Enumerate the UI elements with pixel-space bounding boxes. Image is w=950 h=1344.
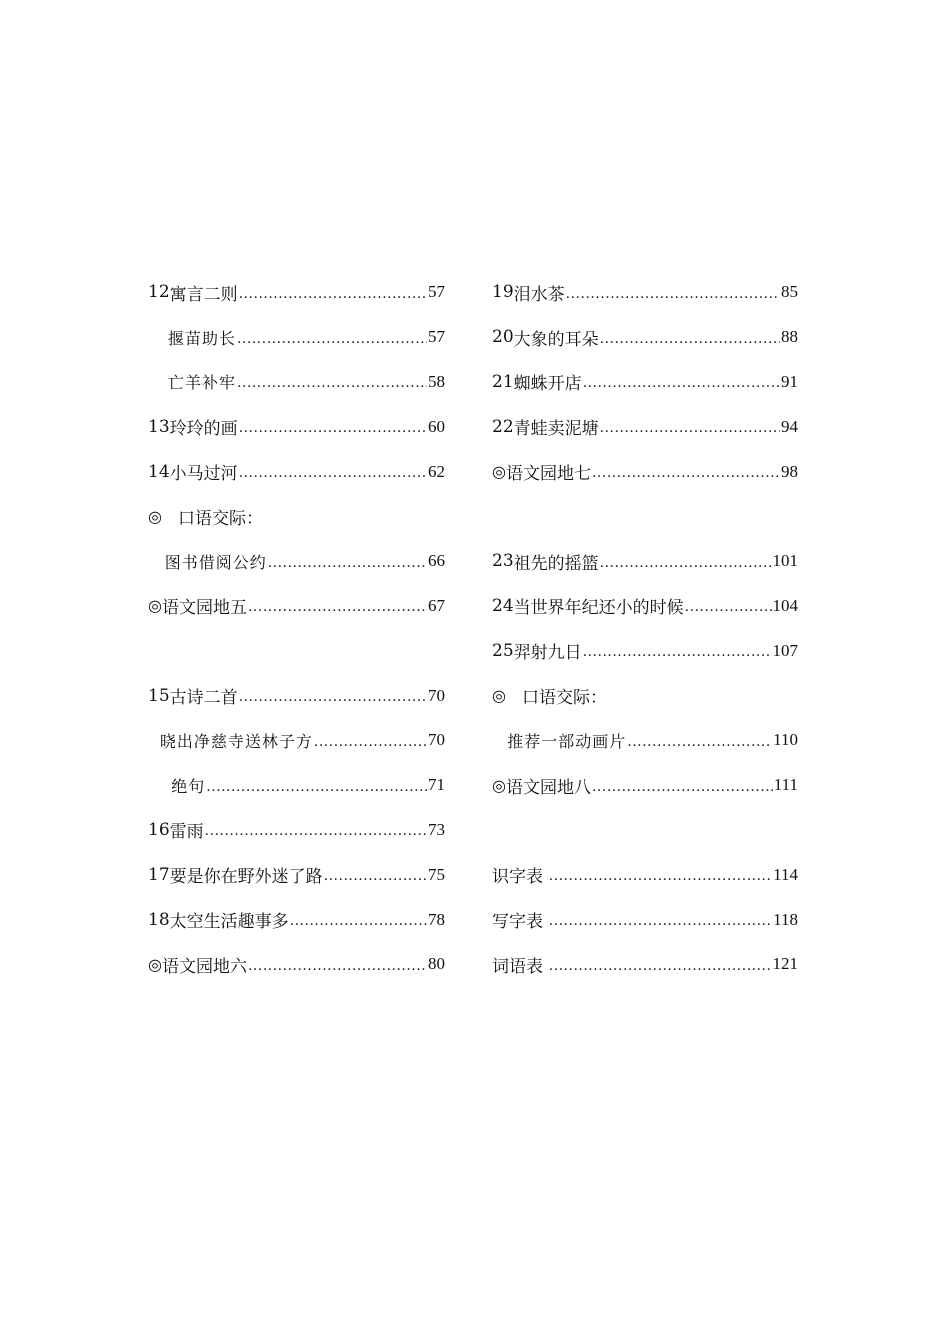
dot-leader (239, 690, 427, 707)
entry-title: 写字表 (492, 912, 543, 933)
dot-leader (239, 466, 427, 483)
page-number: 70 (428, 685, 445, 705)
entry-title: 雷雨 (169, 822, 204, 843)
entry-title: 识字表 (492, 867, 543, 888)
dot-leader (237, 376, 427, 393)
dot-leader (324, 869, 427, 886)
dot-leader (205, 824, 427, 841)
toc-entry (492, 539, 798, 584)
toc-entry (148, 584, 445, 629)
toc-entry (148, 315, 445, 360)
dot-leader (206, 780, 427, 797)
page-number: 104 (772, 595, 798, 615)
toc-entry (492, 897, 798, 942)
entry-title: 要是你在野外迷了路 (169, 867, 323, 888)
entry-title: 语文园地七 (505, 464, 591, 485)
dot-leader (237, 332, 427, 349)
dot-leader (268, 556, 427, 573)
toc-spacer (492, 808, 798, 853)
lesson-number: 17 (148, 864, 170, 885)
dot-leader (549, 959, 772, 976)
lesson-number: 15 (148, 685, 170, 706)
page-number: 60 (428, 416, 445, 436)
sub-entry-title: 图书借阅公约 (164, 552, 267, 572)
page-number: 98 (781, 461, 798, 481)
sub-entry-title: 揠苗助长 (167, 328, 236, 348)
entry-title: 口语交际： (178, 508, 263, 529)
lesson-number: 22 (492, 416, 514, 437)
page-number: 66 (428, 551, 445, 571)
toc-spacer (492, 494, 798, 539)
toc-entry (148, 673, 445, 718)
entry-title: 口语交际： (522, 688, 607, 709)
page-number: 110 (773, 730, 798, 750)
entry-title: 小马过河 (169, 464, 238, 485)
toc-entry (148, 270, 445, 315)
sub-entry-title: 绝句 (171, 776, 206, 796)
page-number: 94 (781, 416, 798, 436)
toc-entry (148, 539, 445, 584)
entry-title: 当世界年纪还小的时候 (513, 598, 684, 619)
dot-leader (600, 332, 780, 349)
section-marker-icon: ◎ (148, 954, 162, 974)
toc-entry (492, 404, 798, 449)
lesson-number: 18 (148, 909, 170, 930)
toc-right-column (492, 270, 798, 987)
dot-leader (583, 645, 772, 662)
lesson-number: 14 (148, 461, 170, 482)
page-number: 71 (428, 775, 445, 795)
toc-entry (148, 852, 445, 897)
entry-title: 语文园地六 (161, 956, 247, 977)
toc-entry (148, 494, 445, 539)
lesson-number: 16 (148, 819, 170, 840)
page-number: 85 (781, 282, 798, 302)
page-number: 57 (428, 282, 445, 302)
page-number: 88 (781, 327, 798, 347)
entry-title: 太空生活趣事多 (169, 912, 289, 933)
section-marker-icon: ◎ (492, 686, 506, 706)
toc-entry (148, 942, 445, 987)
dot-leader (592, 466, 780, 483)
section-marker-icon: ◎ (148, 506, 162, 526)
entry-title: 大象的耳朵 (513, 329, 599, 350)
entry-title: 青蛙卖泥塘 (513, 419, 599, 440)
entry-title: 语文园地五 (161, 598, 247, 619)
entry-title: 泪水茶 (513, 284, 565, 305)
toc-entry (492, 449, 798, 494)
lesson-number: 25 (492, 640, 514, 661)
entry-title: 词语表 (492, 956, 543, 977)
lesson-number: 12 (148, 282, 170, 303)
lesson-number: 21 (492, 371, 514, 392)
entry-title: 羿射九日 (513, 643, 582, 664)
page-number: 67 (428, 595, 445, 615)
toc-entry (492, 763, 798, 808)
dot-leader (583, 376, 780, 393)
dot-leader (549, 869, 772, 886)
section-marker-icon: ◎ (492, 462, 506, 482)
dot-leader (549, 914, 772, 931)
page-number: 111 (773, 775, 798, 795)
page-number: 62 (428, 461, 445, 481)
entry-title: 蜘蛛开店 (513, 374, 582, 395)
page-number: 118 (773, 909, 798, 929)
entry-title: 古诗二首 (169, 688, 238, 709)
toc-entry (492, 673, 798, 718)
page-number: 58 (428, 371, 445, 391)
page-number: 80 (428, 954, 445, 974)
sub-entry-title: 亡羊补牢 (167, 373, 236, 393)
page-number: 73 (428, 819, 445, 839)
page-number: 91 (781, 371, 798, 391)
toc-entry (148, 360, 445, 405)
toc-entry (492, 315, 798, 360)
toc-entry (492, 270, 798, 315)
entry-title: 语文园地八 (505, 777, 591, 798)
dot-leader (600, 556, 772, 573)
sub-entry-title: 晓出净慈寺送林子方 (159, 731, 313, 751)
lesson-number: 20 (492, 327, 514, 348)
toc-entry (492, 852, 798, 897)
toc-spacer (148, 628, 445, 673)
toc-entry (148, 404, 445, 449)
dot-leader (685, 600, 772, 617)
page-number: 114 (773, 864, 798, 884)
page-number: 121 (772, 954, 798, 974)
toc-entry (148, 449, 445, 494)
page-number: 70 (428, 730, 445, 750)
toc-entry (492, 360, 798, 405)
page-number: 78 (428, 909, 445, 929)
toc-entry (492, 584, 798, 629)
dot-leader (566, 287, 780, 304)
page-number: 57 (428, 327, 445, 347)
toc-entry (492, 718, 798, 763)
dot-leader (592, 780, 773, 797)
toc-entry (492, 942, 798, 987)
lesson-number: 19 (492, 282, 514, 303)
section-marker-icon: ◎ (492, 775, 506, 795)
lesson-number: 13 (148, 416, 170, 437)
dot-leader (239, 421, 427, 438)
toc-entry (148, 718, 445, 763)
dot-leader (248, 600, 427, 617)
dot-leader (314, 735, 427, 752)
entry-title: 玲玲的画 (169, 419, 238, 440)
entry-title: 祖先的摇篮 (513, 553, 599, 574)
toc-left-column (148, 270, 445, 987)
toc-entry (148, 763, 445, 808)
dot-leader (627, 735, 772, 752)
entry-title: 寓言二则 (169, 284, 238, 305)
lesson-number: 23 (492, 551, 514, 572)
page-number: 107 (772, 640, 798, 660)
dot-leader (600, 421, 780, 438)
sub-entry-title: 推荐一部动画片 (507, 731, 627, 751)
toc-entry (492, 628, 798, 673)
toc-entry (148, 897, 445, 942)
page-number: 75 (428, 864, 445, 884)
section-marker-icon: ◎ (148, 596, 162, 616)
toc-entry (148, 808, 445, 853)
dot-leader (248, 959, 427, 976)
lesson-number: 24 (492, 595, 514, 616)
dot-leader (239, 287, 427, 304)
page-number: 101 (772, 551, 798, 571)
dot-leader (290, 914, 427, 931)
